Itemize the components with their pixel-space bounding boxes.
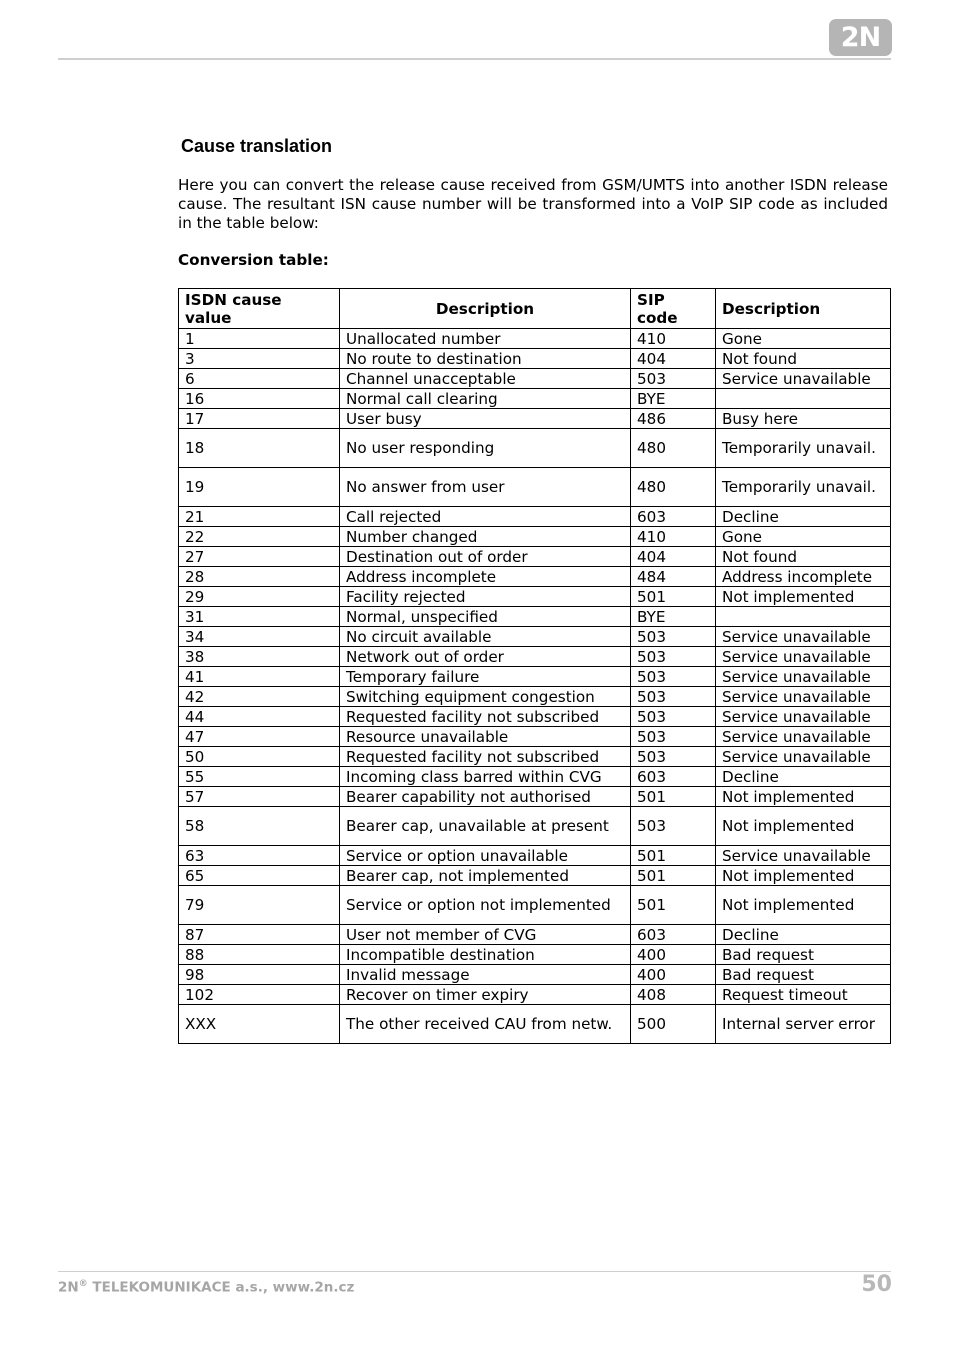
isdn-description-cell: Normal call clearing xyxy=(340,389,631,409)
isdn-description-cell: Temporary failure xyxy=(340,667,631,687)
table-row xyxy=(179,687,891,707)
isdn-cause-cell: 16 xyxy=(179,389,340,409)
sip-code-cell: 480 xyxy=(631,468,716,507)
isdn-cause-cell: 29 xyxy=(179,587,340,607)
sip-code-cell: 501 xyxy=(631,787,716,807)
table-row xyxy=(179,767,891,787)
isdn-description-cell: Call rejected xyxy=(340,507,631,527)
isdn-description-cell: No route to destination xyxy=(340,349,631,369)
isdn-cause-cell: 21 xyxy=(179,507,340,527)
isdn-cause-cell: 98 xyxy=(179,965,340,985)
isdn-description-cell: Resource unavailable xyxy=(340,727,631,747)
isdn-cause-cell: 88 xyxy=(179,945,340,965)
sip-description-cell: Temporarily unavail. xyxy=(716,468,891,507)
table-row xyxy=(179,1005,891,1044)
isdn-description-cell: Facility rejected xyxy=(340,587,631,607)
isdn-cause-cell: 19 xyxy=(179,468,340,507)
sip-code-cell: 501 xyxy=(631,866,716,886)
table-row xyxy=(179,886,891,925)
sip-code-cell: 408 xyxy=(631,985,716,1005)
isdn-cause-cell: 65 xyxy=(179,866,340,886)
table-header-row xyxy=(179,289,891,329)
section-title: Cause translation xyxy=(181,136,333,156)
sip-description-cell: Service unavailable xyxy=(716,647,891,667)
isdn-description-cell: Bearer capability not authorised xyxy=(340,787,631,807)
isdn-description-cell: Service or option not implemented xyxy=(340,886,631,925)
isdn-cause-cell: 55 xyxy=(179,767,340,787)
sip-description-cell: Gone xyxy=(716,329,891,349)
sip-description-cell: Internal server error xyxy=(716,1005,891,1044)
isdn-cause-cell: 27 xyxy=(179,547,340,567)
sip-description-cell: Bad request xyxy=(716,945,891,965)
table-row xyxy=(179,985,891,1005)
header-divider xyxy=(58,58,891,60)
table-row xyxy=(179,547,891,567)
sip-code-cell: 404 xyxy=(631,349,716,369)
isdn-cause-cell: 47 xyxy=(179,727,340,747)
isdn-cause-cell: 6 xyxy=(179,369,340,389)
isdn-cause-cell: 22 xyxy=(179,527,340,547)
table-row xyxy=(179,647,891,667)
sip-code-cell: 410 xyxy=(631,329,716,349)
sip-code-cell: BYE xyxy=(631,607,716,627)
sip-description-cell: Not implemented xyxy=(716,866,891,886)
table-row xyxy=(179,607,891,627)
isdn-cause-cell: 63 xyxy=(179,846,340,866)
sip-code-cell: 503 xyxy=(631,707,716,727)
isdn-description-cell: No circuit available xyxy=(340,627,631,647)
isdn-description-cell: Incoming class barred within CVG xyxy=(340,767,631,787)
isdn-cause-cell: 44 xyxy=(179,707,340,727)
table-row xyxy=(179,507,891,527)
sip-description-cell: Busy here xyxy=(716,409,891,429)
isdn-description-cell: Bearer cap, not implemented xyxy=(340,866,631,886)
sip-description-cell xyxy=(716,607,891,627)
isdn-description-cell: Switching equipment congestion xyxy=(340,687,631,707)
isdn-cause-cell: 42 xyxy=(179,687,340,707)
isdn-description-cell: No user responding xyxy=(340,429,631,468)
sip-description-cell: Service unavailable xyxy=(716,369,891,389)
sip-description-cell: Service unavailable xyxy=(716,707,891,727)
table-row xyxy=(179,727,891,747)
sip-code-cell: 410 xyxy=(631,527,716,547)
isdn-description-cell: Invalid message xyxy=(340,965,631,985)
table-row xyxy=(179,866,891,886)
sip-code-cell: 503 xyxy=(631,647,716,667)
sip-description-cell: Not implemented xyxy=(716,807,891,846)
header-isdn-description: Description xyxy=(340,289,631,329)
isdn-description-cell: Recover on timer expiry xyxy=(340,985,631,1005)
sip-code-cell: 501 xyxy=(631,846,716,866)
sip-code-cell: 400 xyxy=(631,965,716,985)
isdn-cause-cell: 38 xyxy=(179,647,340,667)
sip-description-cell: Service unavailable xyxy=(716,667,891,687)
sip-description-cell: Service unavailable xyxy=(716,747,891,767)
sip-code-cell: 503 xyxy=(631,667,716,687)
sip-code-cell: 603 xyxy=(631,767,716,787)
sip-code-cell: 501 xyxy=(631,886,716,925)
isdn-description-cell: Network out of order xyxy=(340,647,631,667)
isdn-description-cell: Number changed xyxy=(340,527,631,547)
sip-description-cell: Not implemented xyxy=(716,787,891,807)
conversion-table xyxy=(178,288,891,1044)
header-sip-description: Description xyxy=(716,289,891,329)
table-row xyxy=(179,707,891,727)
table-row xyxy=(179,627,891,647)
table-row xyxy=(179,527,891,547)
isdn-cause-cell: 102 xyxy=(179,985,340,1005)
sip-description-cell xyxy=(716,389,891,409)
footer-company-prefix: 2N xyxy=(58,1279,79,1296)
table-row xyxy=(179,747,891,767)
sip-code-cell: 404 xyxy=(631,547,716,567)
table-row xyxy=(179,667,891,687)
table-row xyxy=(179,409,891,429)
isdn-description-cell: The other received CAU from netw. xyxy=(340,1005,631,1044)
sip-code-cell: 480 xyxy=(631,429,716,468)
sip-description-cell: Decline xyxy=(716,925,891,945)
isdn-description-cell: User busy xyxy=(340,409,631,429)
sip-code-cell: 503 xyxy=(631,807,716,846)
intro-paragraph: Here you can convert the release cause received from GSM/UMTS into another ISDN release cause. The resultant ISN cause number will be transformed into a VoIP SIP code as included in the table below: xyxy=(178,176,888,232)
isdn-cause-cell: 1 xyxy=(179,329,340,349)
sip-description-cell: Service unavailable xyxy=(716,627,891,647)
sip-code-cell: 500 xyxy=(631,1005,716,1044)
table-row xyxy=(179,429,891,468)
table-row xyxy=(179,369,891,389)
header-sip-code: SIP code xyxy=(631,289,716,329)
sip-description-cell: Address incomplete xyxy=(716,567,891,587)
isdn-description-cell: Requested facility not subscribed xyxy=(340,747,631,767)
sip-code-cell: 503 xyxy=(631,747,716,767)
table-row xyxy=(179,945,891,965)
isdn-description-cell: Address incomplete xyxy=(340,567,631,587)
footer-divider xyxy=(58,1271,891,1272)
table-row xyxy=(179,925,891,945)
isdn-cause-cell: 34 xyxy=(179,627,340,647)
isdn-description-cell: Channel unacceptable xyxy=(340,369,631,389)
sip-code-cell: 486 xyxy=(631,409,716,429)
isdn-description-cell: Service or option unavailable xyxy=(340,846,631,866)
sip-code-cell: 503 xyxy=(631,727,716,747)
sip-description-cell: Request timeout xyxy=(716,985,891,1005)
isdn-description-cell: Unallocated number xyxy=(340,329,631,349)
isdn-cause-cell: 50 xyxy=(179,747,340,767)
table-row xyxy=(179,389,891,409)
sip-code-cell: 603 xyxy=(631,507,716,527)
sip-code-cell: 503 xyxy=(631,627,716,647)
sip-description-cell: Decline xyxy=(716,767,891,787)
sip-code-cell: 501 xyxy=(631,587,716,607)
sip-description-cell: Service unavailable xyxy=(716,846,891,866)
sip-code-cell: 503 xyxy=(631,687,716,707)
isdn-cause-cell: 57 xyxy=(179,787,340,807)
isdn-cause-cell: 41 xyxy=(179,667,340,687)
table-body xyxy=(179,329,891,1044)
page-number: 50 xyxy=(861,1272,892,1297)
isdn-cause-cell: 58 xyxy=(179,807,340,846)
sip-description-cell: Not found xyxy=(716,547,891,567)
table-row xyxy=(179,468,891,507)
table-row xyxy=(179,965,891,985)
footer-company xyxy=(58,1279,354,1296)
sip-code-cell: 484 xyxy=(631,567,716,587)
header-isdn-cause: ISDN cause value xyxy=(179,289,340,329)
sip-description-cell: Not found xyxy=(716,349,891,369)
table-row xyxy=(179,329,891,349)
sip-description-cell: Not implemented xyxy=(716,587,891,607)
isdn-cause-cell: 31 xyxy=(179,607,340,627)
sip-description-cell: Service unavailable xyxy=(716,687,891,707)
sip-description-cell: Not implemented xyxy=(716,886,891,925)
isdn-description-cell: Bearer cap, unavailable at present xyxy=(340,807,631,846)
sip-code-cell: 503 xyxy=(631,369,716,389)
sip-description-cell: Decline xyxy=(716,507,891,527)
isdn-description-cell: User not member of CVG xyxy=(340,925,631,945)
sip-code-cell: 400 xyxy=(631,945,716,965)
isdn-cause-cell: 79 xyxy=(179,886,340,925)
table-row xyxy=(179,587,891,607)
sip-description-cell: Bad request xyxy=(716,965,891,985)
table-label: Conversion table: xyxy=(178,251,329,269)
isdn-cause-cell: 28 xyxy=(179,567,340,587)
company-logo: 2N xyxy=(829,19,892,56)
isdn-cause-cell: 87 xyxy=(179,925,340,945)
isdn-cause-cell: 3 xyxy=(179,349,340,369)
isdn-description-cell: Incompatible destination xyxy=(340,945,631,965)
isdn-cause-cell: 18 xyxy=(179,429,340,468)
isdn-description-cell: No answer from user xyxy=(340,468,631,507)
table-row xyxy=(179,349,891,369)
table-row xyxy=(179,846,891,866)
table-row xyxy=(179,787,891,807)
isdn-description-cell: Destination out of order xyxy=(340,547,631,567)
sip-code-cell: BYE xyxy=(631,389,716,409)
sip-description-cell: Temporarily unavail. xyxy=(716,429,891,468)
sip-description-cell: Service unavailable xyxy=(716,727,891,747)
registered-mark: ® xyxy=(78,1279,88,1289)
footer-company-suffix: TELEKOMUNIKACE a.s., www.2n.cz xyxy=(87,1279,355,1296)
table-row xyxy=(179,567,891,587)
isdn-cause-cell: XXX xyxy=(179,1005,340,1044)
isdn-cause-cell: 17 xyxy=(179,409,340,429)
table-row xyxy=(179,807,891,846)
sip-code-cell: 603 xyxy=(631,925,716,945)
sip-description-cell: Gone xyxy=(716,527,891,547)
isdn-description-cell: Normal, unspecified xyxy=(340,607,631,627)
isdn-description-cell: Requested facility not subscribed xyxy=(340,707,631,727)
